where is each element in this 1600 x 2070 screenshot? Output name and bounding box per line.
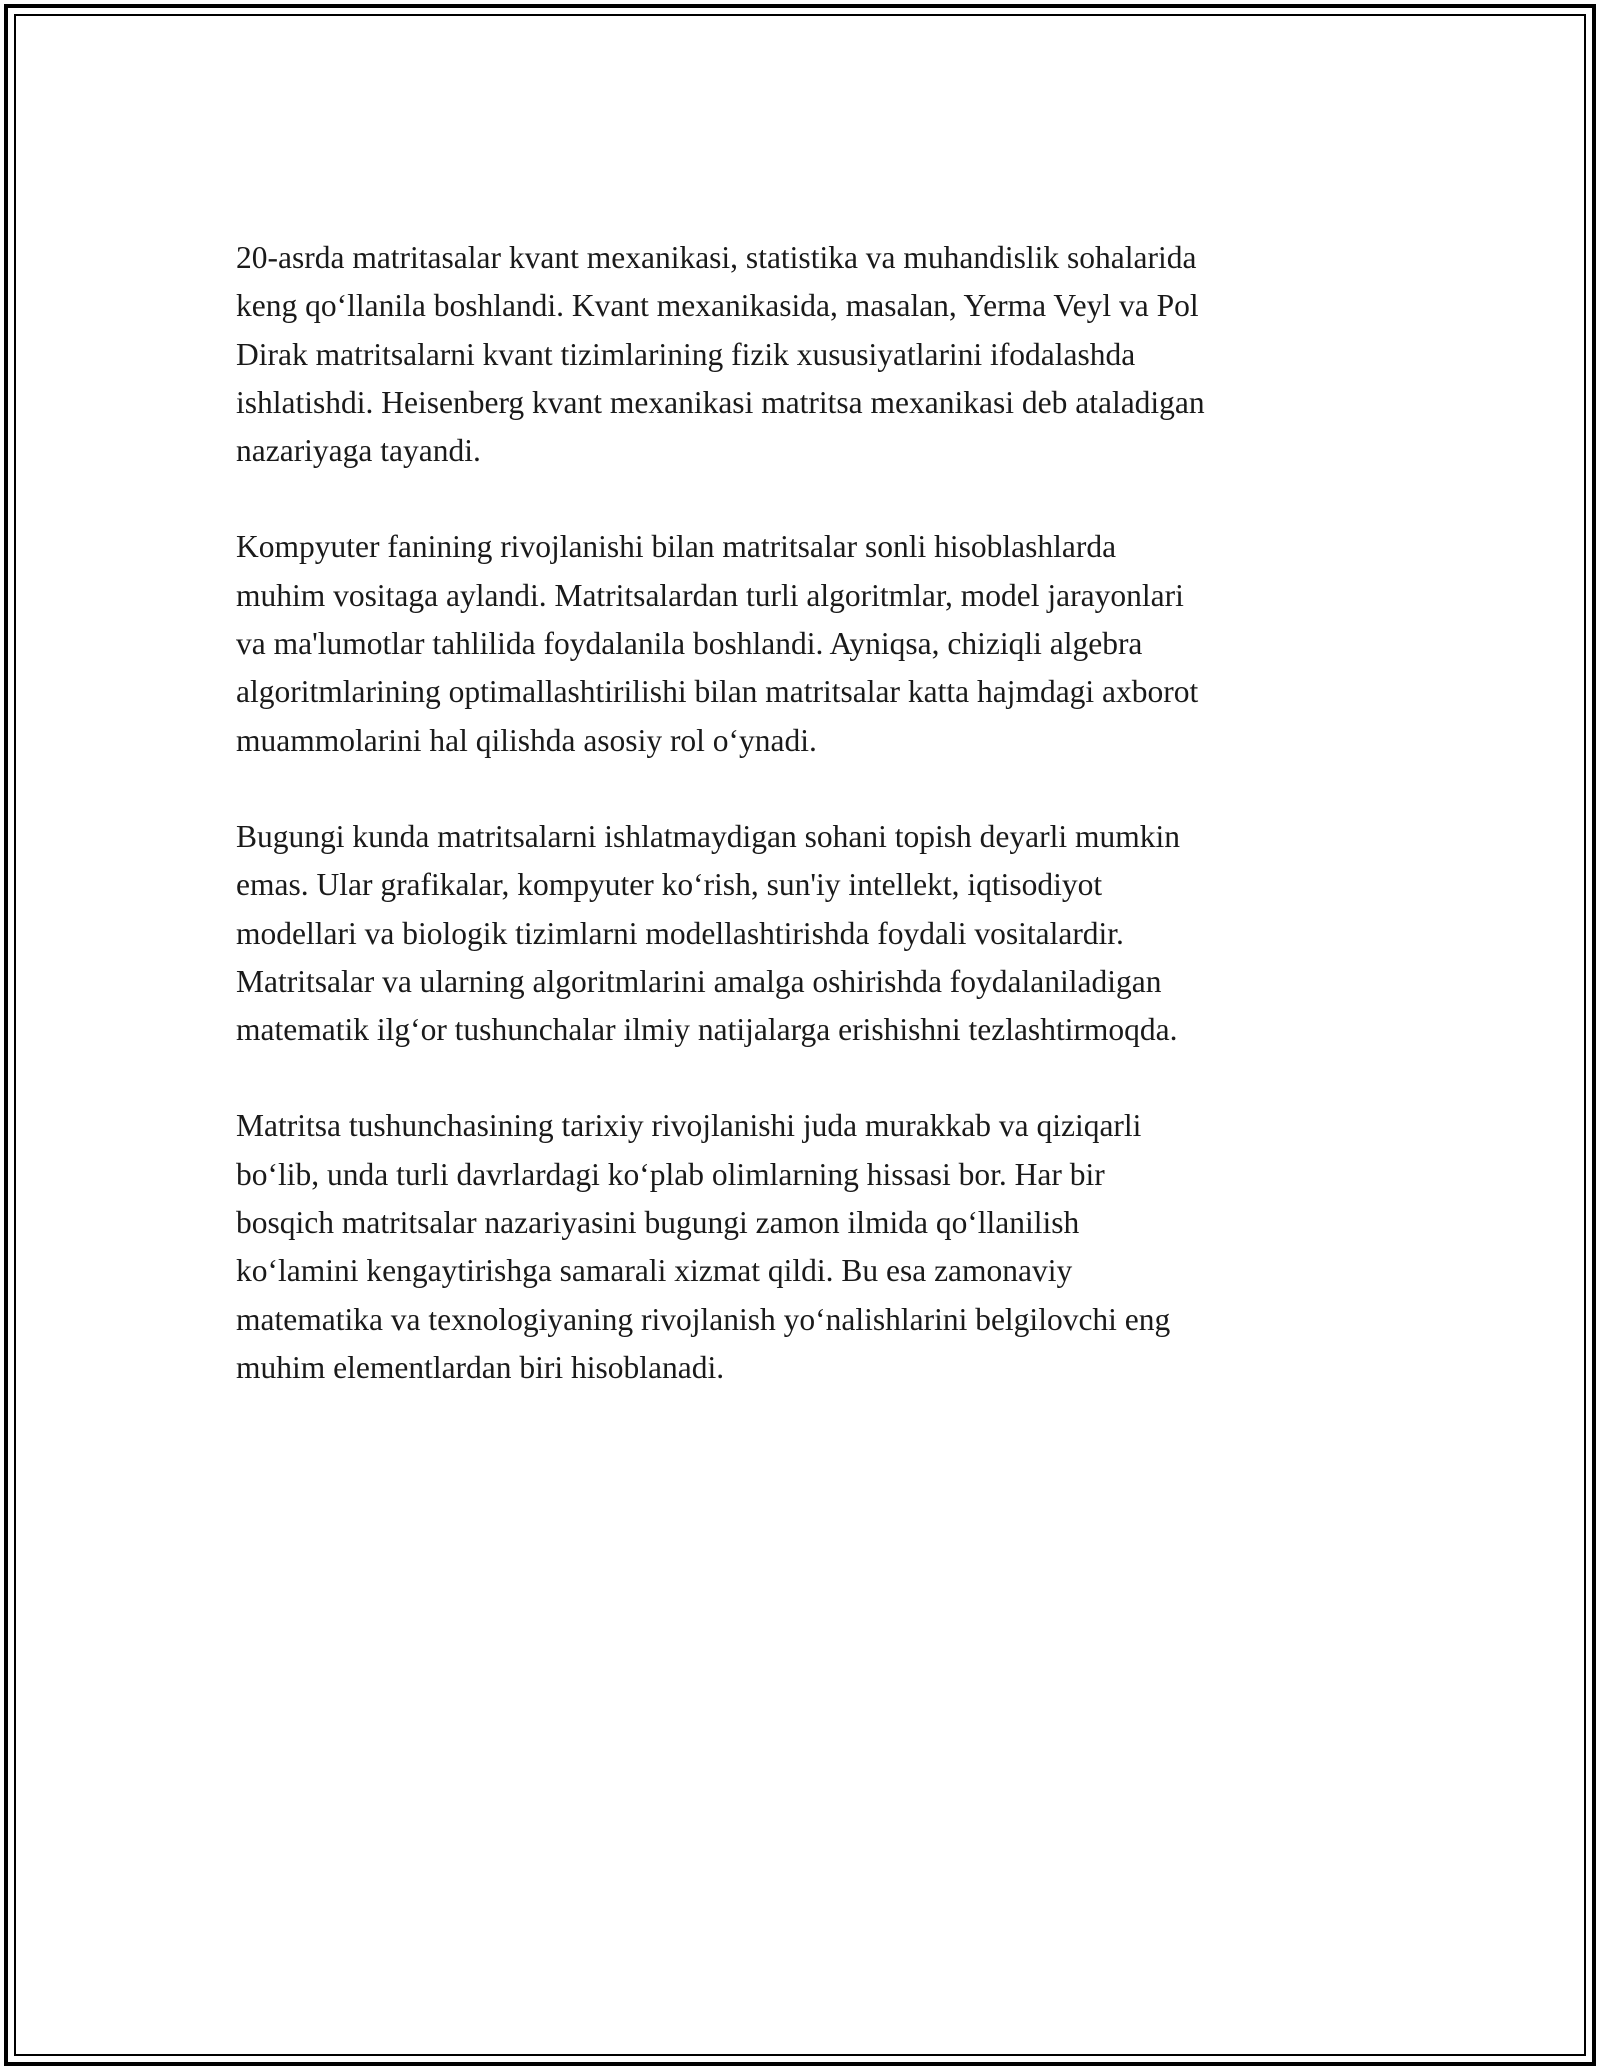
document-body <box>236 234 1386 1440</box>
paragraph-4 <box>236 1102 1386 1392</box>
paragraph-line: Kompyuter fanining rivojlanishi bilan matritsalar sonli hisoblashlarda <box>236 529 1117 565</box>
paragraph-line: muhim vositaga aylandi. Matritsalardan turli algoritmlar, model jarayonlari <box>236 577 1184 613</box>
paragraph-2 <box>236 523 1386 764</box>
paragraph-line: muammolarini hal qilishda asosiy rol o‘ynadi. <box>236 722 817 758</box>
paragraph-line: bo‘lib, unda turli davrlardagi ko‘plab olimlarning hissasi bor. Har bir <box>236 1156 1105 1192</box>
paragraph-line: keng qo‘llanila boshlandi. Kvant mexanikasida, masalan, Yerma Veyl va Pol <box>236 288 1199 324</box>
paragraph-line: va ma'lumotlar tahlilida foydalanila boshlandi. Ayniqsa, chiziqli algebra <box>236 626 1143 662</box>
paragraph-line: emas. Ular grafikalar, kompyuter ko‘rish, sun'iy intellekt, iqtisodiyot <box>236 867 1103 903</box>
paragraph-line: matematik ilg‘or tushunchalar ilmiy natijalarga erishishni tezlashtirmoqda. <box>236 1012 1178 1048</box>
paragraph-line: Matritsalar va ularning algoritmlarini amalga oshirishda foydalaniladigan <box>236 963 1162 999</box>
paragraph-line: ishlatishdi. Heisenberg kvant mexanikasi matritsa mexanikasi deb ataladigan <box>236 384 1205 420</box>
paragraph-3 <box>236 813 1386 1054</box>
paragraph-line: nazariyaga tayandi. <box>236 433 481 469</box>
paragraph-line: muhim elementlardan biri hisoblanadi. <box>236 1349 725 1385</box>
paragraph-line: Bugungi kunda matritsalarni ishlatmaydigan sohani topish deyarli mumkin <box>236 818 1180 854</box>
paragraph-line: ko‘lamini kengaytirishga samarali xizmat qildi. Bu esa zamonaviy <box>236 1253 1073 1289</box>
paragraph-line: 20-asrda matritasalar kvant mexanikasi, statistika va muhandislik sohalarida <box>236 240 1197 275</box>
paragraph-line: modellari va biologik tizimlarni modellashtirishda foydali vositalardir. <box>236 915 1124 951</box>
paragraph-1 <box>236 234 1386 475</box>
paragraph-line: bosqich matritsalar nazariyasini bugungi zamon ilmida qo‘llanilish <box>236 1205 1080 1241</box>
paragraph-line: matematika va texnologiyaning rivojlanish yo‘nalishlarini belgilovchi eng <box>236 1301 1171 1337</box>
paragraph-line: Matritsa tushunchasining tarixiy rivojlanishi juda murakkab va qiziqarli <box>236 1108 1142 1144</box>
paragraph-line: algoritmlarining optimallashtirilishi bilan matritsalar katta hajmdagi axborot <box>236 674 1199 710</box>
paragraph-line: Dirak matritsalarni kvant tizimlarining fizik xususiyatlarini ifodalashda <box>236 336 1136 372</box>
